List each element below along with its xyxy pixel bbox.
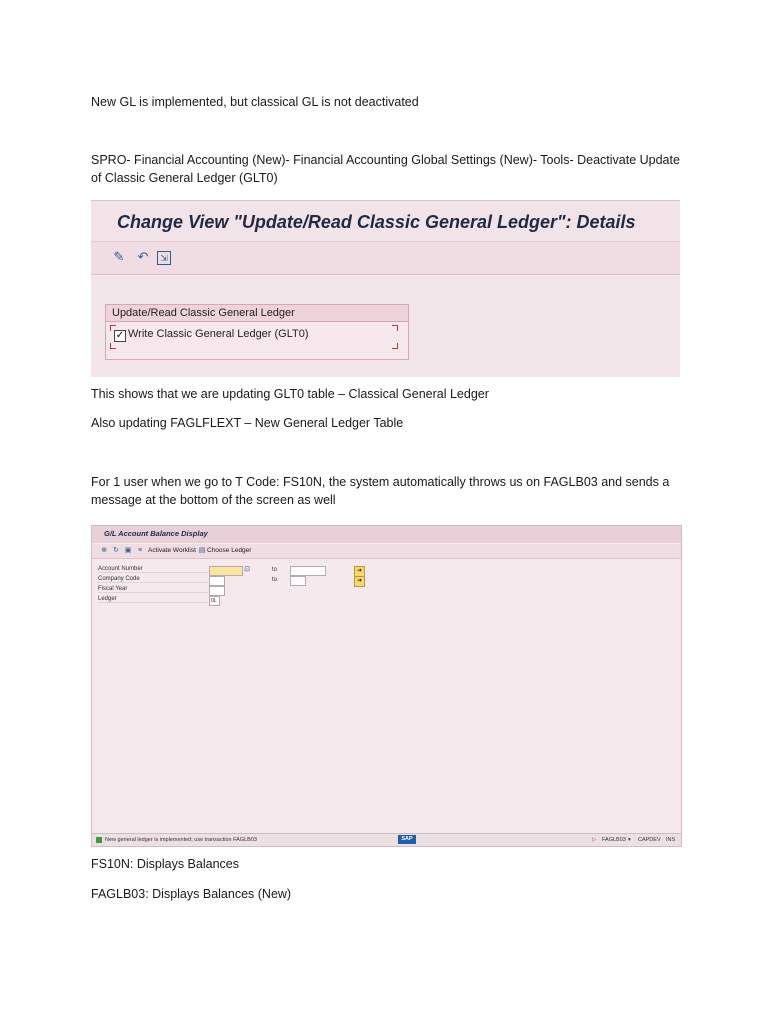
list-icon[interactable]: ≡ xyxy=(137,547,143,554)
fiscal-year-input[interactable] xyxy=(209,586,225,596)
paragraph-fs10n: FS10N: Displays Balances xyxy=(91,857,239,871)
save-icon[interactable]: ▣ xyxy=(124,547,132,554)
success-icon xyxy=(96,837,102,843)
multiple-selection-icon[interactable]: ⊡ xyxy=(244,566,250,573)
company-code-label: Company Code xyxy=(98,576,208,583)
fiscal-year-label: Fiscal Year xyxy=(98,586,208,593)
focus-corner xyxy=(392,343,398,349)
screenshot-change-view xyxy=(91,200,680,377)
refresh-icon[interactable]: ↻ xyxy=(113,547,119,554)
status-message: New general ledger is implemented; use transaction FAGLB03 xyxy=(105,837,257,843)
title-bar xyxy=(92,526,681,543)
undo-icon[interactable]: ↶ xyxy=(137,249,149,264)
company-code-to-input[interactable] xyxy=(290,576,306,586)
account-selection-button[interactable]: ➜ xyxy=(354,566,365,577)
account-number-input[interactable] xyxy=(209,566,243,576)
paragraph-glt0: This shows that we are updating GLT0 table – Classical General Ledger xyxy=(91,387,489,401)
status-bar xyxy=(92,833,681,846)
choose-ledger-button[interactable]: Choose Ledger xyxy=(207,547,252,554)
write-classic-gl-checkbox[interactable]: ✓ xyxy=(115,330,125,341)
paragraph-spro-path-line1: SPRO- Financial Accounting (New)- Financial Accounting Global Settings (New)- Tools- Deactivate Update xyxy=(91,153,680,167)
display-change-icon[interactable]: ✎ xyxy=(113,249,125,264)
company-selection-button[interactable]: ➜ xyxy=(354,576,365,587)
screen-title: Change View "Update/Read Classic General Ledger": Details xyxy=(117,212,636,232)
sap-logo: SAP xyxy=(398,835,416,844)
paragraph-faglb03: FAGLB03: Displays Balances (New) xyxy=(91,887,292,901)
focus-corner xyxy=(110,325,116,331)
paragraph-faglflext: Also updating FAGLFLEXT – New General Ledger Table xyxy=(91,416,404,430)
paragraph-spro-path-line2: of Classic General Ledger (GLT0) xyxy=(91,171,278,185)
checkbox-label: Write Classic General Ledger (GLT0) xyxy=(128,328,309,340)
play-icon: ▷ xyxy=(592,837,597,843)
paragraph-intro: New GL is implemented, but classical GL is not deactivated xyxy=(91,95,419,109)
toolbar xyxy=(91,241,680,275)
dropdown-icon[interactable]: ▾ xyxy=(628,837,631,843)
status-mode: INS xyxy=(666,837,676,843)
to-label: to xyxy=(272,577,278,583)
focus-corner xyxy=(110,343,116,349)
screenshot-gl-balance-display xyxy=(91,525,682,847)
ledger-input[interactable]: 0L xyxy=(209,596,220,606)
ledger-label: Ledger xyxy=(98,596,208,603)
account-number-label: Account Number xyxy=(98,566,208,573)
group-title: Update/Read Classic General Ledger xyxy=(106,305,408,322)
screen-title: G/L Account Balance Display xyxy=(104,529,208,538)
focus-corner xyxy=(392,325,398,331)
transport-icon[interactable]: ⇲ xyxy=(157,251,171,265)
paragraph-fs10n-line1: For 1 user when we go to T Code: FS10N, the system automatically throws us on FAGLB03 and sends a xyxy=(91,475,670,489)
ledger-icon[interactable]: ▤ xyxy=(198,547,206,554)
status-tcode[interactable]: FAGLB03 xyxy=(602,837,626,843)
account-number-to-input[interactable] xyxy=(290,566,326,576)
activate-worklist-button[interactable]: Activate Worklist xyxy=(148,547,196,554)
to-label: to xyxy=(272,567,278,573)
execute-icon[interactable]: ⊕ xyxy=(101,547,107,554)
company-code-input[interactable] xyxy=(209,576,225,586)
toolbar xyxy=(92,544,681,559)
status-system: CAPDEV xyxy=(638,837,661,843)
group-box-classic-gl xyxy=(105,304,409,360)
paragraph-fs10n-line2: message at the bottom of the screen as well xyxy=(91,493,336,507)
